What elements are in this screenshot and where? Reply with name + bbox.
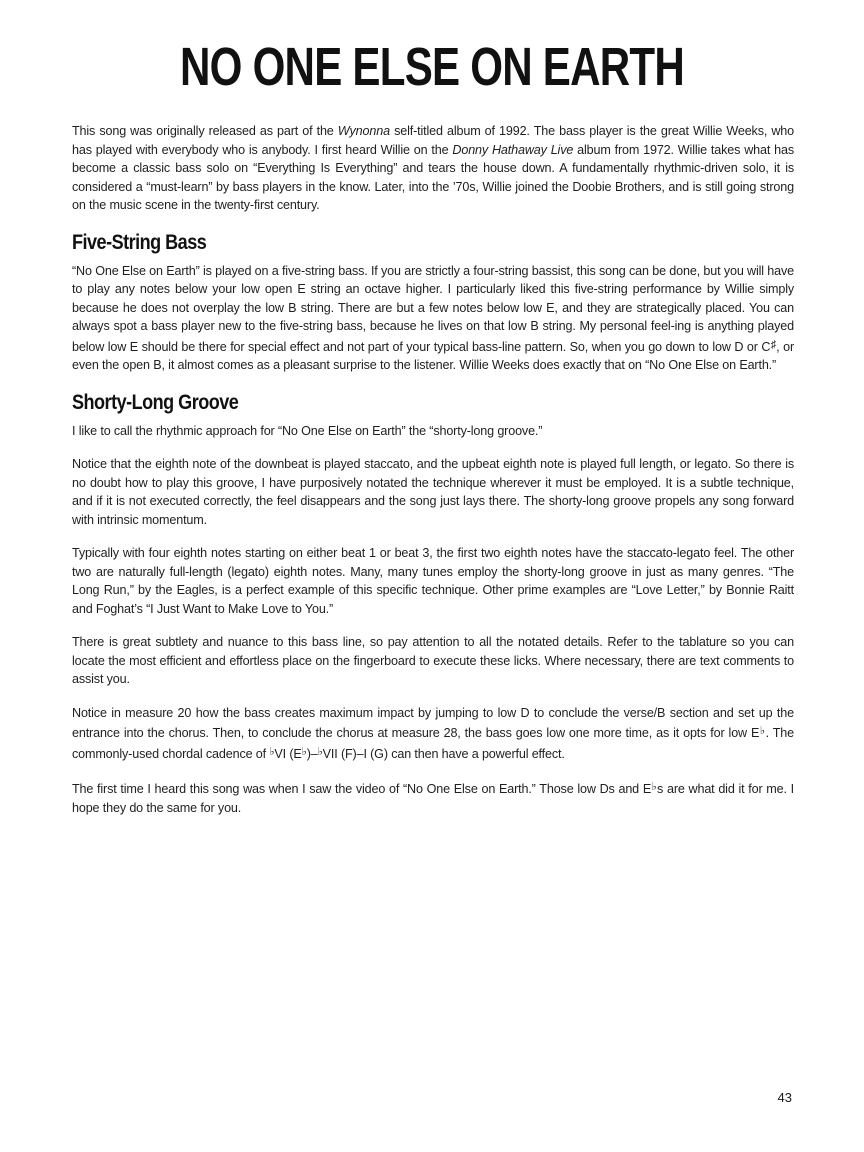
five-string-text-1: “No One Else on Earth” is played on a five-string bass. If you are strictly a four-string bassist, this song can be done, but you will have to play any notes below your low open E string an octave higher. I particularly liked this five-string performance by Willie simply because he does not overplay the low B string. There are but a few notes below low E, and they are strategically placed. You can always spot a bass player new to the five-string bass, because he lives on that low B string. My personal feel-ing is anything played below low E should be there for special effect and not part of your typical bass-line pattern. So, when you go down to low D or C <box>72 263 794 354</box>
p6-text-b: s are what did it for me. I hope they do the same for you. <box>72 782 794 815</box>
intro-text-2: self-titled album of 1992. The bass player is the great Willie Weeks, who has played with everybody who is anybody. I first heard Willie on the <box>72 124 794 157</box>
p5-text-b: . The commonly-used chordal cadence of <box>72 726 795 761</box>
p5-text-a: Notice in measure 20 how the bass creates maximum impact by jumping to low D to conclude the verse/B section and set up the entrance into the chorus. Then, to conclude the chorus at measure 28, the bass goes low one more time, as it opts for low E <box>72 705 794 740</box>
album-title-donny-hathaway-live: Donny Hathaway Live <box>452 142 574 157</box>
groove-paragraph-4: There is great subtlety and nuance to this bass line, so pay attention to all the notated details. Refer to the tablature so you can locate the most efficient and effortless place on the fingerboard to execute these licks. Where necessary, there are text comments to assist you. <box>72 635 794 686</box>
album-title-wynonna: Wynonna <box>337 124 390 138</box>
intro-text-1: This song was originally released as part of the <box>72 124 338 138</box>
article-body <box>72 122 794 832</box>
intro-text-3: album from 1972. Willie takes what has become a classic bass solo on “Everything Is Everything” and tears the house down. A fundamentally rhythmic-driven solo, it is considered a “must-learn” by bass players in the know. Later, into the ’70s, Willie joined the Doobie Brothers, and is still going strong on the music scene in the twenty-first century. <box>72 142 794 212</box>
p5-text-e: VII (F)–I (G) can then have a powerful effect. <box>322 746 565 761</box>
flat-symbol: ♭ <box>301 745 307 758</box>
p5-text-c: VI (E <box>274 746 302 761</box>
five-string-paragraph <box>72 262 794 375</box>
page-number: 43 <box>777 1090 792 1105</box>
groove-paragraph-5 <box>72 704 794 764</box>
p5-text-d: )– <box>306 746 318 761</box>
sharp-symbol: ♯ <box>770 338 777 351</box>
flat-symbol: ♭ <box>317 745 323 758</box>
section-heading-five-string-bass: Five-String Bass <box>72 230 207 254</box>
flat-symbol: ♭ <box>651 781 658 793</box>
intro-paragraph <box>72 122 794 215</box>
section-heading-shorty-long-groove: Shorty-Long Groove <box>72 390 239 414</box>
flat-symbol: ♭ <box>269 745 275 758</box>
flat-symbol: ♭ <box>759 725 766 737</box>
groove-paragraph-3: Typically with four eighth notes starting on either beat 1 or beat 3, the first two eighth notes have the staccato-legato feel. The other two are naturally full-length (legato) eighth notes. Many, many tunes employ the shorty-long groove in just as many genres. “The Long Run,” by the Eagles, is a perfect example of this specific technique. Other prime examples are “Love Letter,” by Bonnie Raitt and Foghat’s “I Just Want to Make Love to You.” <box>72 546 794 616</box>
five-string-text-2: , or even the open B, it almost comes as a pleasant surprise to the listener. Willie Weeks does exactly that on “No One Else on Earth.” <box>72 339 794 372</box>
page-title: NO ONE ELSE ON EARTH <box>180 37 684 97</box>
p6-text-a: The first time I heard this song was when I saw the video of “No One Else on Earth.” Those low Ds and E <box>72 782 652 796</box>
groove-paragraph-6 <box>72 778 794 817</box>
groove-paragraph-1: I like to call the rhythmic approach for “No One Else on Earth” the “shorty-long groove.” <box>72 423 543 438</box>
groove-paragraph-2: Notice that the eighth note of the downbeat is played staccato, and the upbeat eighth note is played full length, or legato. So there is no doubt how to play this groove, I have purposively notated the technique wherever it must be employed. It is a subtle technique, and if it is not executed correctly, the feel disappears and the song just lays there. The shorty-long groove propels any song forward with intrinsic momentum. <box>72 457 794 527</box>
